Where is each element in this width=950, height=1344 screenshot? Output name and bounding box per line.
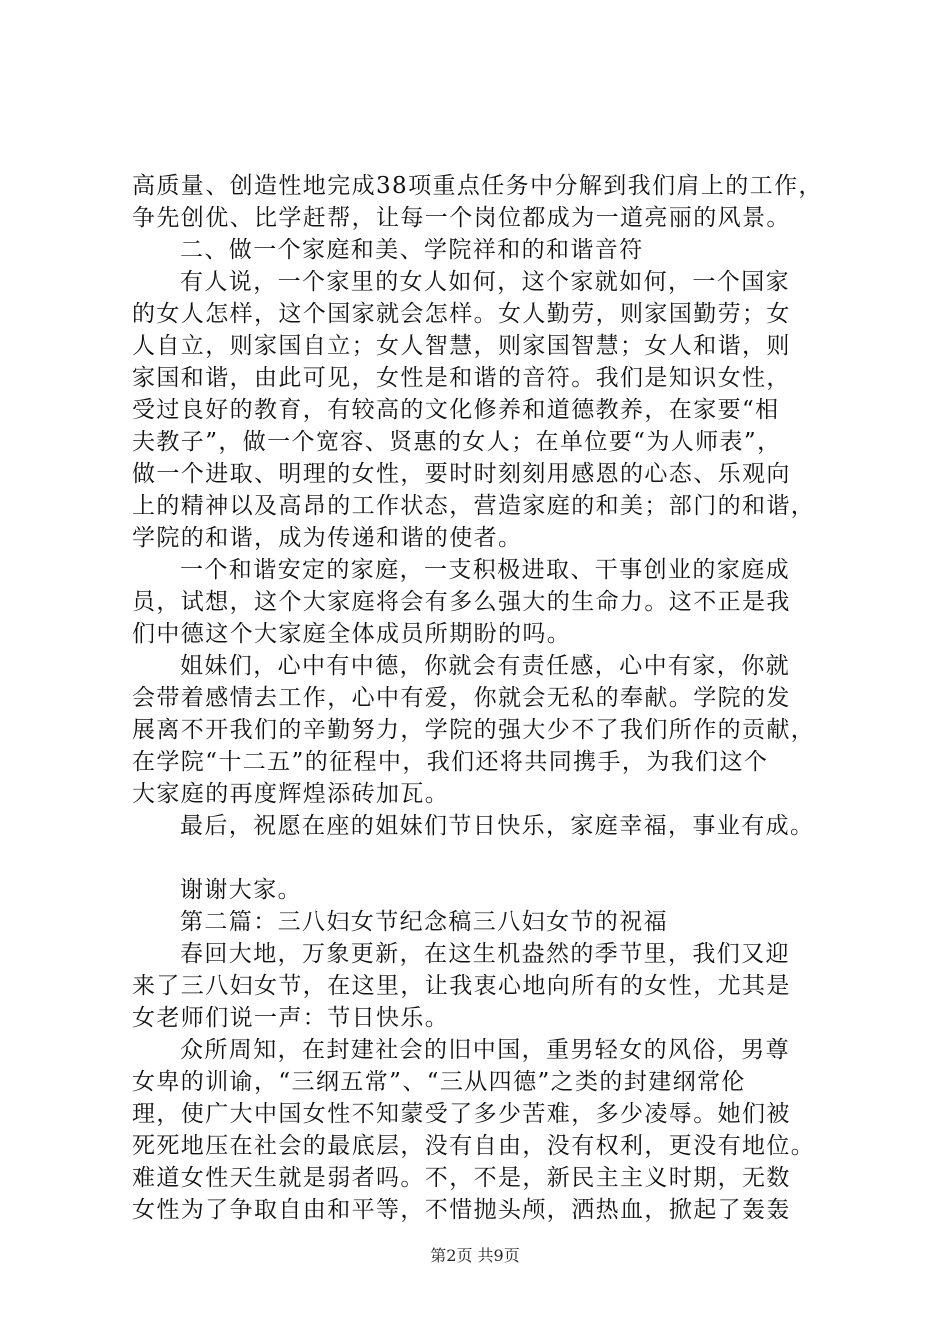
text-line: 一个和谐安定的家庭，一支积极进取、干事创业的家庭成 [180, 557, 790, 583]
text-line: 姐妹们，心中有中德，你就会有责任感，心中有家，你就 [180, 653, 790, 679]
text-line: 受过良好的教育，有较高的文化修养和道德教养，在家要“相 [132, 397, 780, 423]
text-line: 死死地压在社会的最底层，没有自由，没有权利，更没有地位。 [132, 1133, 816, 1159]
text-line: 家国和谐，由此可见，女性是和谐的音符。我们是知识女性， [132, 365, 791, 391]
text-line: 有人说，一个家里的女人如何，这个家就如何，一个国家 [180, 269, 790, 295]
text-line: 女卑的训谕，“三纲五常”、“三从四德”之类的封建纲常伦 [132, 1069, 746, 1095]
text-line: 员，试想，这个大家庭将会有多么强大的生命力。这不正是我 [132, 589, 791, 615]
text-line: 争先创优、比学赶帮，让每一个岗位都成为一道亮丽的风景。 [132, 205, 791, 231]
text-line: 们中德这个大家庭全体成员所期盼的吗。 [132, 621, 572, 647]
text-line: 夫教子”，做一个宽容、贤惠的女人；在单位要“为人师表”， [132, 429, 782, 455]
text-line: 做一个进取、明理的女性，要时时刻刻用感恩的心态、乐观向 [132, 461, 791, 487]
text-line: 谢谢大家。 [180, 877, 302, 903]
text-line: 二、做一个家庭和美、学院祥和的和谐音符 [180, 237, 644, 263]
text-line: 展离不开我们的辛勤努力，学院的强大少不了我们所作的贡献， [132, 717, 816, 743]
text-line: 第二篇：三八妇女节纪念稿三八妇女节的祝福 [180, 909, 668, 935]
text-line: 在学院“十二五”的征程中，我们还将共同携手，为我们这个 [132, 749, 769, 775]
text-line: 春回大地，万象更新，在这生机盎然的季节里，我们又迎 [180, 941, 790, 967]
text-line: 的女人怎样，这个国家就会怎样。女人勤劳，则家国勤劳；女 [132, 301, 791, 327]
text-line: 来了三八妇女节，在这里，让我衷心地向所有的女性，尤其是 [132, 973, 791, 999]
text-line: 最后，祝愿在座的姐妹们节日快乐，家庭幸福，事业有成。 [180, 813, 815, 839]
text-line: 高质量、创造性地完成38项重点任务中分解到我们肩上的工作， [132, 173, 823, 199]
text-line: 会带着感情去工作，心中有爱，你就会无私的奉献。学院的发 [132, 685, 791, 711]
text-line: 众所周知，在封建社会的旧中国，重男轻女的风俗，男尊 [180, 1037, 790, 1063]
page-footer: 第2页 共9页 [430, 1246, 520, 1265]
text-line: 上的精神以及高昂的工作状态，营造家庭的和美；部门的和谐， [132, 493, 816, 519]
text-line: 理，使广大中国女性不知蒙受了多少苦难，多少凌辱。她们被 [132, 1101, 791, 1127]
document-body [132, 170, 832, 1226]
text-line: 大家庭的再度辉煌添砖加瓦。 [132, 781, 450, 807]
text-line: 女老师们说一声：节日快乐。 [132, 1005, 450, 1031]
text-line: 难道女性天生就是弱者吗。不，不是，新民主主义时期，无数 [132, 1165, 791, 1191]
text-line: 学院的和谐，成为传递和谐的使者。 [132, 525, 523, 551]
text-line: 人自立，则家国自立；女人智慧，则家国智慧；女人和谐，则 [132, 333, 791, 359]
text-line: 女性为了争取自由和平等，不惜抛头颅，洒热血，掀起了轰轰 [132, 1197, 791, 1223]
blank-line [132, 842, 832, 874]
